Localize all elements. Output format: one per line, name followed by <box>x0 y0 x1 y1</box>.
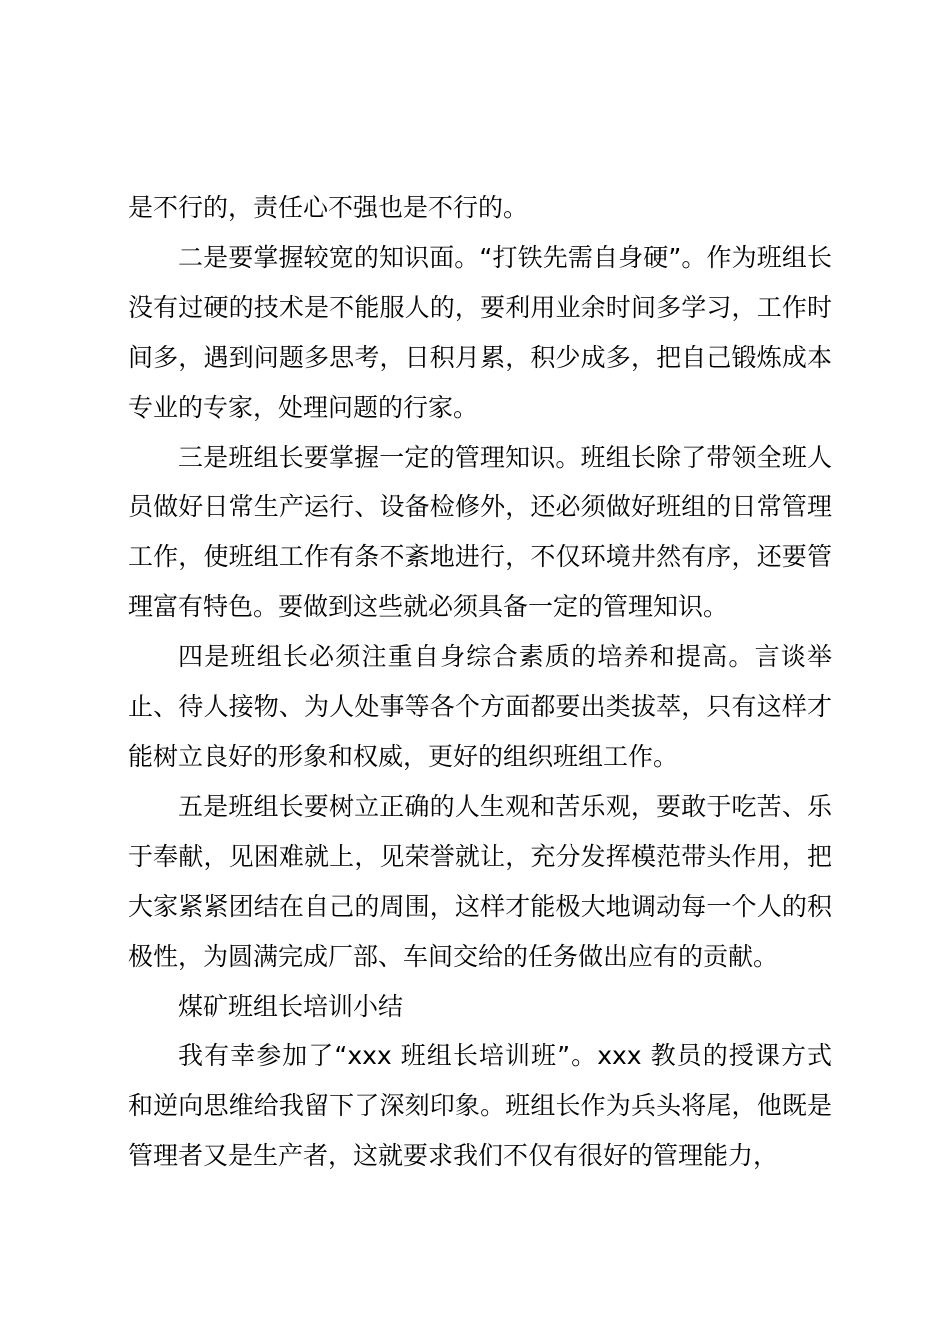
document-body <box>128 183 832 1181</box>
paragraph-continuation: 是不行的，责任心不强也是不行的。 <box>128 193 529 222</box>
paragraph-point-two: 二是要掌握较宽的知识面。“打铁先需自身硬”。作为班组长没有过硬的技术是不能服人的，要利用业余时间多学习，工作时间多，遇到问题多思考，日积月累，积少成多，把自己锻炼成本专业的专家，处理问题的行家。 <box>128 242 832 422</box>
paragraph-point-five: 五是班组长要树立正确的人生观和苦乐观，要敢于吃苦、乐于奉献，见困难就上，见荣誉就让，充分发挥模范带头作用，把大家紧紧团结在自己的周围，这样才能极大地调动每一个人的积极性，为圆满完成厂部、车间交给的任务做出应有的贡献。 <box>128 791 832 971</box>
paragraph-training-summary: 我有幸参加了“xxx 班组长培训班”。xxx 教员的授课方式和逆向思维给我留下了深刻印象。班组长作为兵头将尾，他既是管理者又是生产者，这就要求我们不仅有很好的管理能力， <box>128 1041 832 1171</box>
section-heading: 煤矿班组长培训小结 <box>178 991 404 1021</box>
paragraph-point-three: 三是班组长要掌握一定的管理知识。班组长除了带领全班人员做好日常生产运行、设备检修外，还必须做好班组的日常管理工作，使班组工作有条不紊地进行，不仅环境井然有序，还要管理富有特色。要做到这些就必须具备一定的管理知识。 <box>128 442 832 622</box>
paragraph-point-four: 四是班组长必须注重自身综合素质的培养和提高。言谈举止、待人接物、为人处事等各个方面都要出类拔萃，只有这样才能树立良好的形象和权威，更好的组织班组工作。 <box>128 642 832 771</box>
